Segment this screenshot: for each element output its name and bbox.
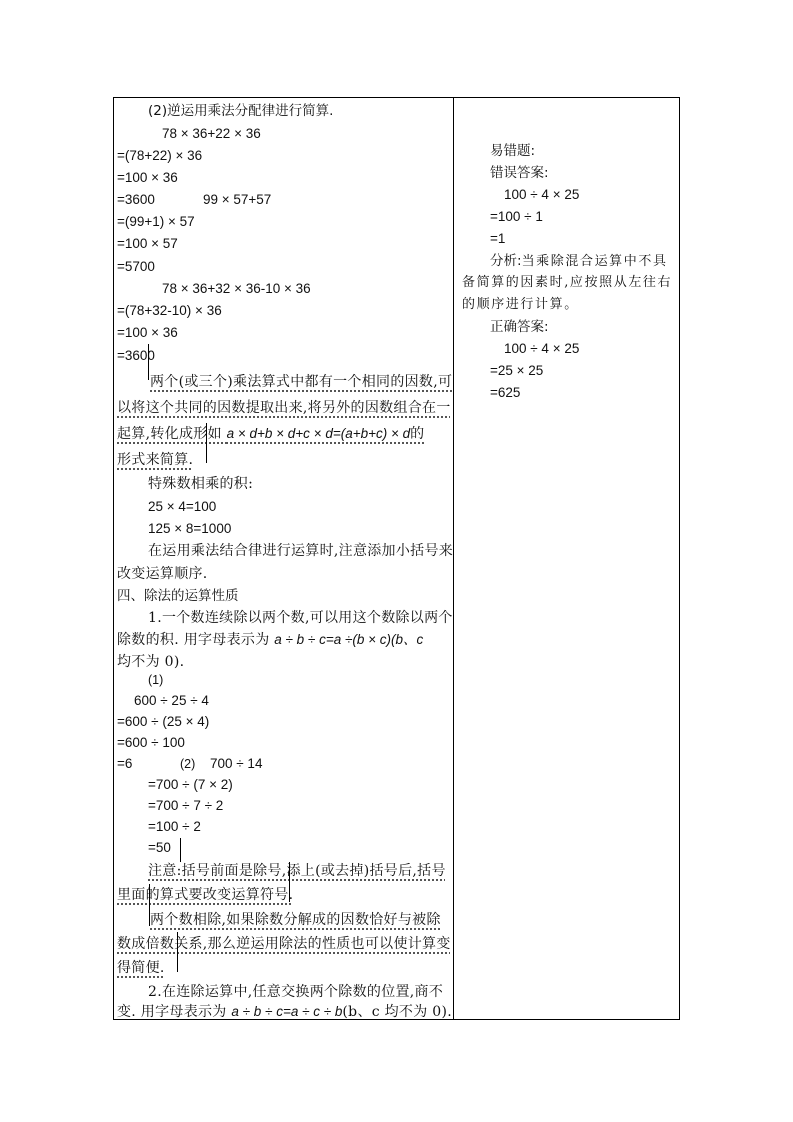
paragraph-line: 改变运算顺序.: [117, 566, 208, 582]
expression: 99 × 57+57: [203, 192, 272, 207]
analysis-label: 分析:: [490, 253, 522, 269]
expression-step: =600 ÷ (25 × 4): [117, 714, 210, 729]
special-products-label: 特殊数相乘的积:: [148, 476, 254, 492]
expression-result: =3600: [117, 192, 155, 207]
paragraph-line: 均不为 0).: [117, 654, 185, 670]
expression-result: =50: [148, 840, 171, 855]
expression-step: =600 ÷ 100: [117, 735, 185, 750]
paragraph-line: 形式来简算.: [117, 452, 194, 468]
expression-step: =100 ÷ 2: [148, 819, 201, 834]
paragraph-line: 在运用乘法结合律进行运算时,注意添加小括号来: [148, 543, 454, 559]
formula: a × d+b × d+c × d=(a+b+c) × d: [226, 426, 411, 441]
expression-step: =100 × 57: [117, 236, 178, 251]
correct-step: 100 ÷ 4 × 25: [504, 341, 580, 356]
error-prone-label: 易错题:: [490, 143, 536, 159]
analysis-text: 当乘除混合运算中不具: [521, 254, 668, 269]
expression-step: =(78+22) × 36: [117, 148, 203, 163]
paragraph-text: (b、c 均不为 0).: [342, 1004, 453, 1020]
analysis-text: 备简算的因素时,应按照从左往右: [462, 275, 673, 290]
example-label: (1): [148, 673, 164, 687]
paragraph-line: [117, 426, 424, 442]
special-product: 25 × 4=100: [148, 499, 217, 514]
analysis-text: 的顺序进行计算。: [462, 297, 579, 312]
expression-step: =(78+32-10) × 36: [117, 303, 222, 318]
heading-reverse-distributive: (2)逆运用乘法分配律进行简算.: [148, 103, 334, 119]
correct-answer-label: 正确答案:: [490, 319, 549, 335]
paragraph-line: 以将这个共同的因数提取出来,将另外的因数组合在一: [117, 400, 451, 416]
expression-step: =100 × 36: [117, 325, 178, 340]
expression-step: =(99+1) × 57: [117, 214, 195, 229]
marker-line: [289, 862, 290, 902]
example-label: (2): [180, 757, 196, 771]
marker-line: [148, 344, 149, 380]
marker-line: [206, 423, 207, 463]
marker-line: [180, 838, 181, 862]
formula: a ÷ b ÷ c=a ÷ c ÷ b: [231, 1004, 343, 1019]
paragraph-line: 里面的算式要改变运算符号.: [117, 887, 294, 903]
formula: a ÷ b ÷ c=a ÷(b × c)(b、c: [274, 632, 424, 647]
paragraph-line: 两个数相除,如果除数分解成的因数恰好与被除: [150, 912, 441, 928]
expression: 78 × 36+22 × 36: [162, 126, 261, 141]
expression-result: =6: [117, 756, 133, 771]
paragraph-line: [117, 632, 423, 648]
paragraph-line: 注意:括号前面是除号,添上(或去掉)括号后,括号: [148, 863, 446, 879]
column-divider: [453, 98, 454, 1019]
expression: 600 ÷ 25 ÷ 4: [134, 693, 209, 708]
analysis-line: [490, 253, 668, 270]
expression: 78 × 36+32 × 36-10 × 36: [162, 281, 311, 296]
paragraph-line: 两个(或三个)乘法算式中都有一个相同的因数,可: [150, 374, 453, 390]
wrong-answer-label: 错误答案:: [490, 165, 549, 181]
expression-step: =700 ÷ (7 × 2): [148, 777, 233, 792]
paragraph-line: [117, 1004, 452, 1020]
expression-step: =100 × 36: [117, 170, 178, 185]
correct-step: =625: [490, 385, 521, 400]
paragraph-text: 变. 用字母表示为: [117, 1004, 232, 1020]
wrong-step: =100 ÷ 1: [490, 209, 543, 224]
paragraph-text: 起算,转化成形如: [117, 426, 227, 442]
paragraph-line: 2.在连除运算中,任意交换两个除数的位置,商不: [148, 984, 444, 1000]
paragraph-line: 1.一个数连续除以两个数,可以用这个数除以两个: [148, 610, 453, 626]
expression: 700 ÷ 14: [210, 756, 263, 771]
special-product: 125 × 8=1000: [148, 521, 232, 536]
section-title: 四、除法的运算性质: [117, 588, 239, 604]
correct-step: =25 × 25: [490, 363, 544, 378]
wrong-step: =1: [490, 231, 506, 246]
paragraph-line: 数成倍数关系,那么逆运用除法的性质也可以使计算变: [117, 936, 451, 952]
paragraph-line: 得简便.: [117, 960, 165, 976]
marker-line: [177, 932, 178, 972]
expression-result: =3600: [117, 348, 155, 363]
paragraph-text: 的: [410, 426, 425, 442]
expression-step: =700 ÷ 7 ÷ 2: [148, 798, 224, 813]
expression-result: =5700: [117, 259, 155, 274]
wrong-step: 100 ÷ 4 × 25: [504, 187, 580, 202]
paragraph-text: 除数的积. 用字母表示为: [117, 632, 275, 648]
